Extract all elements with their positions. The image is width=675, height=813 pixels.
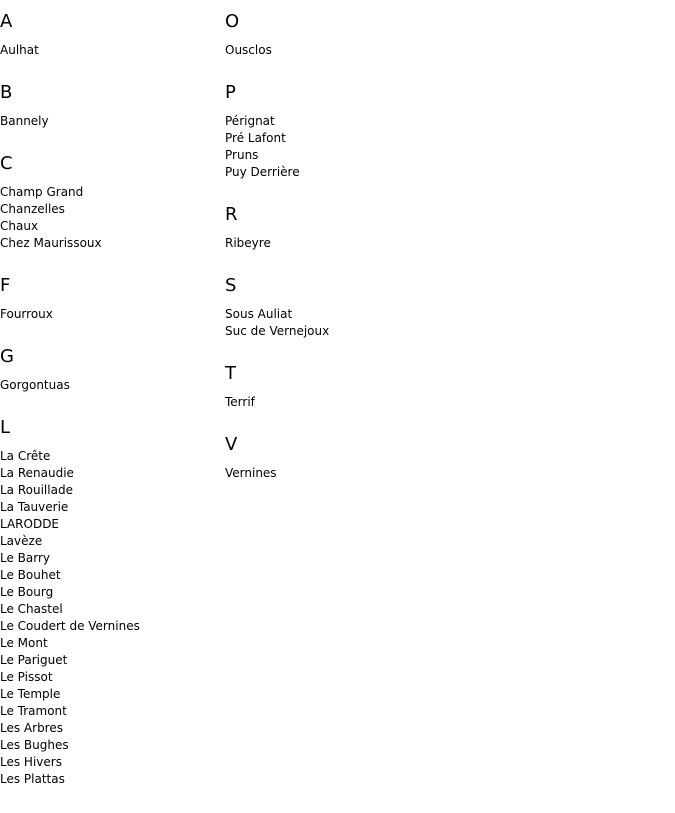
letter-group-g xyxy=(0,346,220,394)
place-link[interactable]: Pruns xyxy=(225,148,259,162)
place-list xyxy=(225,113,445,181)
place-link[interactable]: Puy Derrière xyxy=(225,165,300,179)
place-link[interactable]: Pré Lafont xyxy=(225,131,286,145)
place-link[interactable]: Chanzelles xyxy=(0,202,65,216)
place-link[interactable]: Les Hivers xyxy=(0,755,62,769)
place-link[interactable]: Le Pissot xyxy=(0,670,53,684)
place-list xyxy=(225,465,445,482)
letter-group-v xyxy=(225,434,445,482)
place-link[interactable]: Le Tramont xyxy=(0,704,67,718)
place-link[interactable]: Le Barry xyxy=(0,551,51,565)
letter-heading: A xyxy=(0,11,13,32)
place-link[interactable]: LARODDE xyxy=(0,517,60,531)
letter-group-c xyxy=(0,153,220,252)
letter-group-p xyxy=(225,82,445,181)
place-link[interactable]: Les Bughes xyxy=(0,738,69,752)
place-link[interactable]: Les Plattas xyxy=(0,772,65,786)
letter-heading: C xyxy=(0,153,13,174)
letter-group-b xyxy=(0,82,220,130)
letter-heading: B xyxy=(0,82,13,103)
index-column-right xyxy=(225,11,445,482)
letter-heading: P xyxy=(225,82,236,103)
index-column-left xyxy=(0,11,220,788)
place-link[interactable]: Chaux xyxy=(0,219,39,233)
place-link[interactable]: Chez Maurissoux xyxy=(0,236,102,250)
letter-heading: O xyxy=(225,11,240,32)
place-link[interactable]: La Renaudie xyxy=(0,466,74,480)
place-link[interactable]: La Rouillade xyxy=(0,483,73,497)
place-link[interactable]: La Tauverie xyxy=(0,500,69,514)
place-link[interactable]: Terrif xyxy=(225,395,255,409)
place-list xyxy=(0,42,220,59)
place-list xyxy=(225,235,445,252)
place-link[interactable]: Sous Auliat xyxy=(225,307,293,321)
letter-group-t xyxy=(225,363,445,411)
place-list xyxy=(0,113,220,130)
place-link[interactable]: Ribeyre xyxy=(225,236,271,250)
place-link[interactable]: Lavèze xyxy=(0,534,43,548)
letter-group-f xyxy=(0,275,220,323)
place-link[interactable]: Les Arbres xyxy=(0,721,63,735)
letter-heading: T xyxy=(225,363,236,384)
place-link[interactable]: Le Bouhet xyxy=(0,568,61,582)
place-link[interactable]: Le Mont xyxy=(0,636,48,650)
place-link[interactable]: Champ Grand xyxy=(0,185,84,199)
place-link[interactable]: Vernines xyxy=(225,466,277,480)
place-link[interactable]: Bannely xyxy=(0,114,49,128)
place-link[interactable]: Fourroux xyxy=(0,307,53,321)
place-list xyxy=(225,306,445,340)
letter-group-r xyxy=(225,204,445,252)
place-link[interactable]: Aulhat xyxy=(0,43,39,57)
place-list xyxy=(0,448,220,788)
letter-group-l xyxy=(0,417,220,788)
place-list xyxy=(0,184,220,252)
place-link[interactable]: Le Temple xyxy=(0,687,61,701)
place-link[interactable]: Pérignat xyxy=(225,114,275,128)
place-list xyxy=(225,394,445,411)
letter-heading: L xyxy=(0,417,11,438)
place-link[interactable]: Le Pariguet xyxy=(0,653,68,667)
place-list xyxy=(0,377,220,394)
letter-heading: R xyxy=(225,204,238,225)
place-link[interactable]: Le Chastel xyxy=(0,602,63,616)
place-list xyxy=(0,306,220,323)
place-list xyxy=(225,42,445,59)
letter-group-a xyxy=(0,11,220,59)
letter-group-o xyxy=(225,11,445,59)
letter-heading: G xyxy=(0,346,14,367)
letter-heading: F xyxy=(0,275,11,296)
place-link[interactable]: Gorgontuas xyxy=(0,378,70,392)
place-link[interactable]: La Crête xyxy=(0,449,51,463)
place-link[interactable]: Ousclos xyxy=(225,43,272,57)
letter-group-s xyxy=(225,275,445,340)
letter-heading: S xyxy=(225,275,237,296)
place-link[interactable]: Le Bourg xyxy=(0,585,54,599)
letter-heading: V xyxy=(225,434,238,455)
place-link[interactable]: Le Coudert de Vernines xyxy=(0,619,140,633)
place-link[interactable]: Suc de Vernejoux xyxy=(225,324,330,338)
